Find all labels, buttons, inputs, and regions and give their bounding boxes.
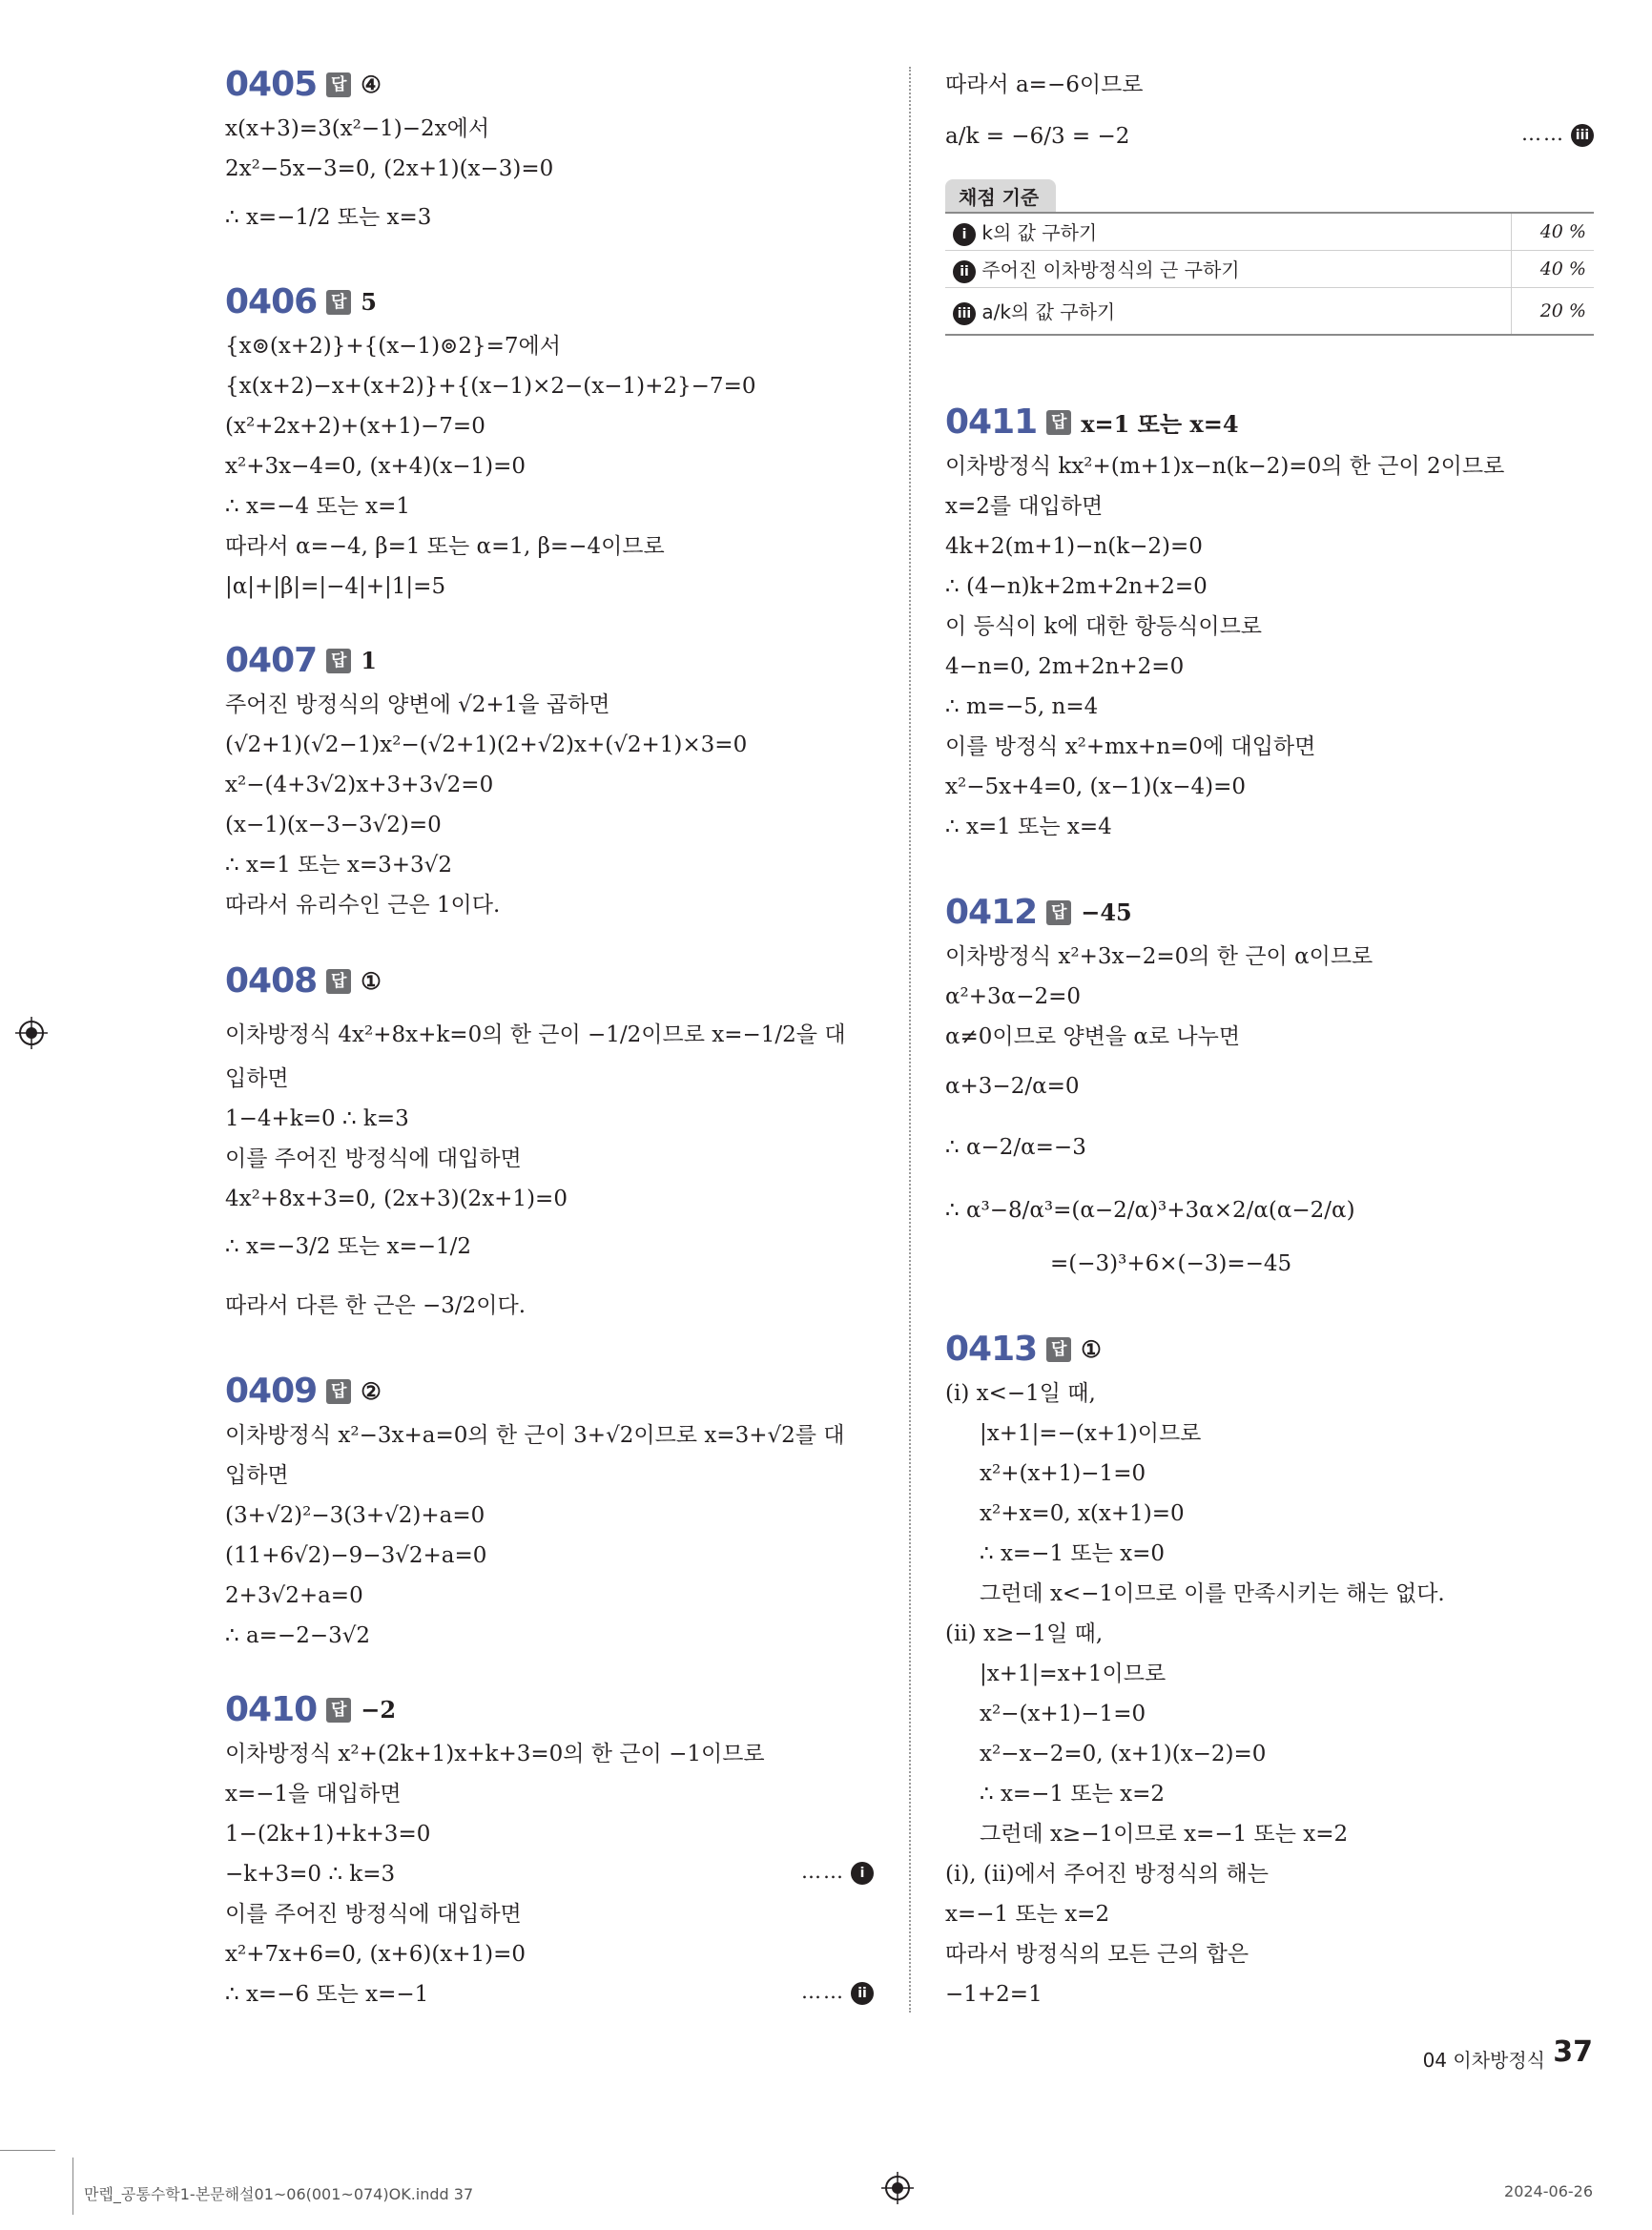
answer-value: −45: [1081, 898, 1132, 926]
solution-line: ∴ α−2/α=−3: [945, 1135, 1086, 1160]
solution-line: 1−(2k+1)+k+3=0: [225, 1822, 431, 1847]
solution-line: ∴ x=−3/2 또는 x=−1/2: [225, 1234, 472, 1259]
solution-line: |x+1|=x+1이므로: [980, 1662, 1167, 1686]
solution-line: 4k+2(m+1)−n(k−2)=0: [945, 534, 1203, 559]
step-marker-ii: …… ii: [801, 1980, 874, 2005]
step-marker-iii: …… iii: [1521, 122, 1594, 147]
column-divider: [909, 67, 911, 2013]
problem-header-0411: [945, 403, 1239, 442]
rubric-title: 채점 기준: [945, 179, 1056, 212]
page-number: 37: [1553, 2035, 1593, 2069]
solution-line: 따라서 α=−4, β=1 또는 α=1, β=−4이므로: [225, 534, 665, 559]
answer-value: 1: [361, 647, 377, 674]
rubric-row: [945, 213, 1594, 251]
answer-tag: 답: [326, 1379, 351, 1404]
solution-line: =(−3)³+6×(−3)=−45: [1050, 1251, 1292, 1276]
answer-tag: 답: [1046, 410, 1071, 435]
solution-line: |α|+|β|=|−4|+|1|=5: [225, 574, 446, 599]
solution-line: 이차방정식 x²+(2k+1)x+k+3=0의 한 근이 −1이므로: [225, 1742, 765, 1766]
answer-tag: 답: [326, 72, 351, 97]
problem-header-0408: [225, 961, 382, 1001]
problem-header-0405: [225, 65, 382, 104]
answer-value: x=1 또는 x=4: [1081, 410, 1239, 438]
problem-number: 0407: [225, 641, 318, 680]
answer-value: ④: [361, 71, 382, 98]
rubric-criterion: a/k의 값 구하기: [981, 300, 1116, 324]
solution-line: 따라서 다른 한 근은 −3/2이다.: [225, 1293, 527, 1318]
registration-mark-left: [15, 1017, 48, 1049]
answer-tag: 답: [1046, 1337, 1071, 1362]
rubric-row: [945, 288, 1594, 336]
solution-line: 이차방정식 4x²+8x+k=0의 한 근이 −1/2이므로 x=−1/2을 대: [225, 1022, 846, 1047]
solution-line: 2+3√2+a=0: [225, 1583, 363, 1608]
crop-line: [0, 2150, 55, 2151]
step-badge: i: [953, 223, 976, 246]
solution-line: 따라서 유리수인 근은 1이다.: [225, 893, 501, 918]
solution-line: x²−(4+3√2)x+3+3√2=0: [225, 773, 494, 797]
step-badge: iii: [953, 302, 976, 325]
solution-line: x(x+3)=3(x²−1)−2x에서: [225, 116, 490, 141]
solution-line: 이를 주어진 방정식에 대입하면: [225, 1902, 522, 1927]
solution-line: 따라서 a=−6이므로: [945, 72, 1144, 97]
solution-line: α²+3α−2=0: [945, 984, 1081, 1009]
solution-line: (i) x<−1일 때,: [945, 1381, 1096, 1406]
solution-line: (3+√2)²−3(3+√2)+a=0: [225, 1503, 485, 1528]
rubric-row: [945, 251, 1594, 288]
solution-line: −1+2=1: [945, 1982, 1043, 2007]
solution-line: α≠0이므로 양변을 α로 나누면: [945, 1024, 1241, 1049]
step-badge: ii: [851, 1982, 874, 2005]
print-date: 2024-06-26: [1504, 2182, 1593, 2200]
solution-line: (i), (ii)에서 주어진 방정식의 해는: [945, 1862, 1269, 1887]
problem-number: 0408: [225, 961, 318, 1001]
solution-line: a/k = −6/3 = −2: [945, 124, 1130, 149]
solution-line: ∴ x=−4 또는 x=1: [225, 494, 411, 519]
solution-line: (x²+2x+2)+(x+1)−7=0: [225, 414, 485, 439]
registration-mark-bottom: [881, 2172, 914, 2204]
solution-line: {x⊚(x+2)}+{(x−1)⊚2}=7에서: [225, 334, 561, 359]
rubric-percent: 40 %: [1512, 213, 1595, 251]
solution-line: (x−1)(x−3−3√2)=0: [225, 813, 442, 837]
solution-line: 1−4+k=0 ∴ k=3: [225, 1106, 409, 1131]
solution-line: x²−x−2=0, (x+1)(x−2)=0: [980, 1742, 1267, 1766]
chapter-label: 04 이차방정식: [1422, 2049, 1545, 2072]
solution-line: ∴ m=−5, n=4: [945, 694, 1099, 719]
solution-line: 2x²−5x−3=0, (2x+1)(x−3)=0: [225, 156, 554, 181]
solution-line: −k+3=0 ∴ k=3: [225, 1862, 396, 1887]
problem-header-0406: [225, 282, 377, 321]
rubric-criterion: 주어진 이차방정식의 근 구하기: [981, 258, 1240, 282]
solution-line: ∴ x=−1/2 또는 x=3: [225, 205, 432, 230]
problem-header-0410: [225, 1690, 396, 1729]
solution-line: ∴ x=1 또는 x=3+3√2: [225, 853, 452, 878]
problem-number: 0411: [945, 403, 1038, 442]
answer-value: 5: [361, 288, 377, 316]
answer-value: ①: [361, 967, 382, 995]
solution-line: 4x²+8x+3=0, (2x+3)(2x+1)=0: [225, 1187, 568, 1211]
problem-header-0409: [225, 1372, 382, 1411]
step-marker-i: …… i: [801, 1860, 874, 1885]
rubric-criterion: k의 값 구하기: [981, 221, 1098, 245]
problem-header-0413: [945, 1330, 1102, 1369]
problem-number: 0409: [225, 1372, 318, 1411]
solution-line: x²−5x+4=0, (x−1)(x−4)=0: [945, 774, 1247, 799]
solution-line: (√2+1)(√2−1)x²−(√2+1)(2+√2)x+(√2+1)×3=0: [225, 733, 748, 757]
answer-tag: 답: [326, 969, 351, 994]
problem-header-0407: [225, 641, 377, 680]
solution-line: x²+(x+1)−1=0: [980, 1461, 1146, 1486]
solution-line: x²+7x+6=0, (x+6)(x+1)=0: [225, 1942, 527, 1967]
solution-line: (ii) x≥−1일 때,: [945, 1621, 1104, 1646]
solution-line: x=2를 대입하면: [945, 494, 1104, 519]
solution-line: 그런데 x≥−1이므로 x=−1 또는 x=2: [980, 1822, 1349, 1847]
problem-number: 0412: [945, 893, 1038, 932]
solution-line: α+3−2/α=0: [945, 1074, 1080, 1099]
rubric-table: [945, 212, 1594, 336]
solution-line: x²−(x+1)−1=0: [980, 1702, 1146, 1726]
solution-line: |x+1|=−(x+1)이므로: [980, 1421, 1202, 1446]
solution-line: 이 등식이 k에 대한 항등식이므로: [945, 614, 1263, 639]
solution-line: {x(x+2)−x+(x+2)}+{(x−1)×2−(x−1)+2}−7=0: [225, 374, 756, 399]
solution-line: x=−1 또는 x=2: [945, 1902, 1110, 1927]
solution-line: ∴ x=1 또는 x=4: [945, 815, 1112, 839]
solution-line: ∴ α³−8/α³=(α−2/α)³+3α×2/α(α−2/α): [945, 1198, 1355, 1223]
problem-number: 0405: [225, 65, 318, 104]
rubric-percent: 20 %: [1512, 288, 1595, 336]
step-badge: ii: [953, 260, 976, 283]
answer-tag: 답: [1046, 900, 1071, 925]
solution-line: 입하면: [225, 1066, 289, 1091]
solution-line: 이를 방정식 x²+mx+n=0에 대입하면: [945, 734, 1316, 759]
answer-tag: 답: [326, 1698, 351, 1723]
solution-line: x²+x=0, x(x+1)=0: [980, 1501, 1185, 1526]
step-badge: iii: [1571, 124, 1594, 147]
answer-value: −2: [361, 1696, 397, 1724]
rubric-percent: 40 %: [1512, 251, 1595, 288]
solution-line: ∴ (4−n)k+2m+2n+2=0: [945, 574, 1208, 599]
solution-line: 이차방정식 kx²+(m+1)x−n(k−2)=0의 한 근이 2이므로: [945, 454, 1505, 479]
solution-line: ∴ x=−1 또는 x=2: [980, 1782, 1166, 1807]
solution-line: ∴ x=−1 또는 x=0: [980, 1541, 1166, 1566]
solution-line: 입하면: [225, 1463, 289, 1488]
crop-line-vertical: [72, 2158, 73, 2215]
answer-tag: 답: [326, 649, 351, 673]
solution-line: 주어진 방정식의 양변에 √2+1을 곱하면: [225, 692, 610, 717]
solution-line: x²+3x−4=0, (x+4)(x−1)=0: [225, 454, 527, 479]
problem-header-0412: [945, 893, 1132, 932]
solution-line: 이를 주어진 방정식에 대입하면: [225, 1146, 522, 1171]
grading-rubric: [945, 179, 1594, 336]
solution-line: (11+6√2)−9−3√2+a=0: [225, 1543, 487, 1568]
problem-number: 0410: [225, 1690, 318, 1729]
solution-line: 이차방정식 x²−3x+a=0의 한 근이 3+√2이므로 x=3+√2를 대: [225, 1423, 845, 1448]
step-badge: i: [851, 1862, 874, 1885]
solution-line: 따라서 방정식의 모든 근의 합은: [945, 1942, 1249, 1967]
problem-number: 0406: [225, 282, 318, 321]
solution-line: 4−n=0, 2m+2n+2=0: [945, 654, 1185, 679]
print-file-name: 만렙_공통수학1-본문해설01~06(001~074)OK.indd 37: [84, 2185, 474, 2203]
solution-line: 그런데 x<−1이므로 이를 만족시키는 해는 없다.: [980, 1581, 1445, 1606]
solution-line: ∴ x=−6 또는 x=−1: [225, 1982, 429, 2007]
solution-line: x=−1을 대입하면: [225, 1782, 402, 1807]
answer-tag: 답: [326, 290, 351, 315]
solution-line: 이차방정식 x²+3x−2=0의 한 근이 α이므로: [945, 944, 1373, 969]
problem-number: 0413: [945, 1330, 1038, 1369]
answer-value: ②: [361, 1377, 382, 1405]
solution-line: ∴ a=−2−3√2: [225, 1623, 371, 1648]
answer-value: ①: [1081, 1335, 1102, 1363]
